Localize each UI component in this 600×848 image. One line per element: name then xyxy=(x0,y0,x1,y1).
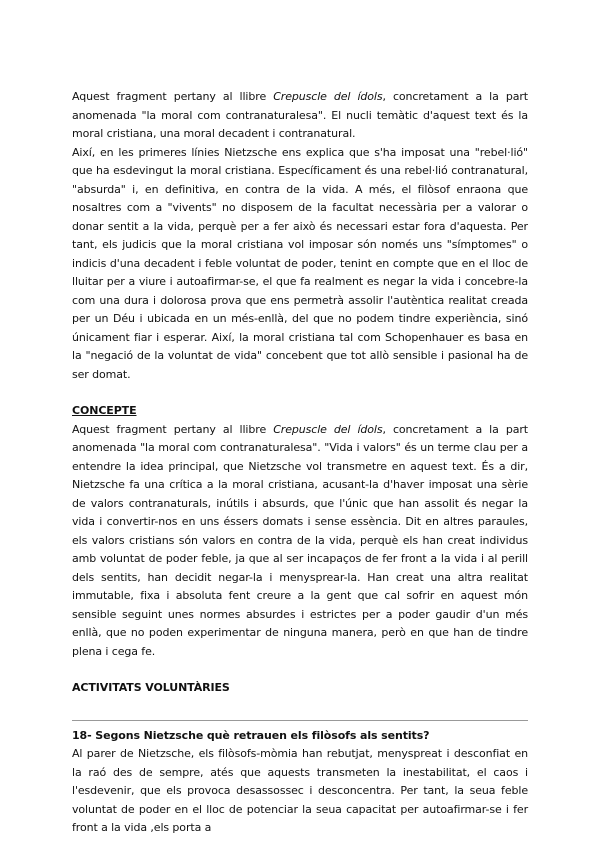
question-18: 18- Segons Nietzsche què retrauen els filòsofs als sentits? xyxy=(72,728,430,742)
section-divider xyxy=(72,720,528,721)
answer-18: Al parer de Nietzsche, els filòsofs-mòmia han rebutjat, menyspreat i desconfiat en la raó des de sempre, atés que aquests transmeten la inestabilitat, el caos i l'esdevenir, que els provoca desassossec i desconcentra. Per tant, la seua feble voluntat de poder en el lloc de potenciar la seua capacitat per autoafirmar-se i fer front a la vida ,els porta a xyxy=(72,747,528,834)
concepte-paragraph: Aquest fragment pertany al llibre Crepuscle del ídols, concretament a la part anomenada "la moral com contranaturalesa". "Vida i valors" és un terme clau per a entendre la idea principal, que Nietzsche vol transmetre en aquest text. És a dir, Nietzsche fa una crítica a la moral cristiana, acusant-la d'haver imposat una sèrie de valors contranaturals, inútils i absurds, que l'únic que han assolit és negar la vida i convertir-nos en uns éssers domats i sense essència. Dit en altres paraules, els valors cristians són valors en contra de la vida, perquè els han creat individus amb voluntat de poder feble, ja que al ser incapaços de fer front a la vida i al perill dels sentits, han decidit negar-la i menysprear-la. Han creat una altra realitat immutable, fixa i absoluta fent creure a la gent que cal sofrir en aquest món sensible seguint unes normes absurdes i estrictes per a poder gaudir d'un més enllà, que no poden experimentar de ninguna manera, però en que han de tindre plena i cega fe. xyxy=(72,422,528,658)
book-title: Crepuscle del ídols xyxy=(273,90,383,103)
book-title-2: Crepuscle del ídols xyxy=(273,422,383,436)
document-page xyxy=(72,88,528,838)
concepte-heading: CONCEPTE xyxy=(72,404,137,417)
intro-paragraph-2: Així, en les primeres línies Nietzsche ens explica que s'ha imposat una "rebel·lió" que ha esdevingut la moral cristiana. Específicament és una rebel·lió contranatural, "absurda" i, en definitiva, en contra de la vida. A més, el filòsof enraona que nosaltres com a "vivents" no disposem de la facultat necessària per a valorar o donar sentit a la vida, perquè per a fer això és necessari estar fora d'aquesta. Per tant, els judicis que la moral cristiana vol imposar són només uns "símptomes" o indicis d'una decadent i feble voluntat de poder, tenint en compte que en el lloc de lluitar per a viure i autoafirmar-se, el que fa realment es negar la vida i concebre-la com una dura i dolorosa prova que ens permetrà assolir l'autèntica realitat creada per un Déu i ubicada en un més-enllà, del que no podem tindre experiència, sinó únicament fiar i esperar. Així, la moral cristiana tal com Schopenhauer es basa en la "negació de la voluntat de vida" concebent que tot allò sensible i pasional ha de ser domat. xyxy=(72,145,528,381)
intro-paragraph-1: Aquest fragment pertany al llibre Crepuscle del ídols, concretament a la part anomenada "la moral com contranaturalesa". El nucli temàtic d'aquest text és la moral cristiana, una moral decadent i contranatural. xyxy=(72,90,528,140)
activitats-heading: ACTIVITATS VOLUNTÀRIES xyxy=(72,681,230,694)
